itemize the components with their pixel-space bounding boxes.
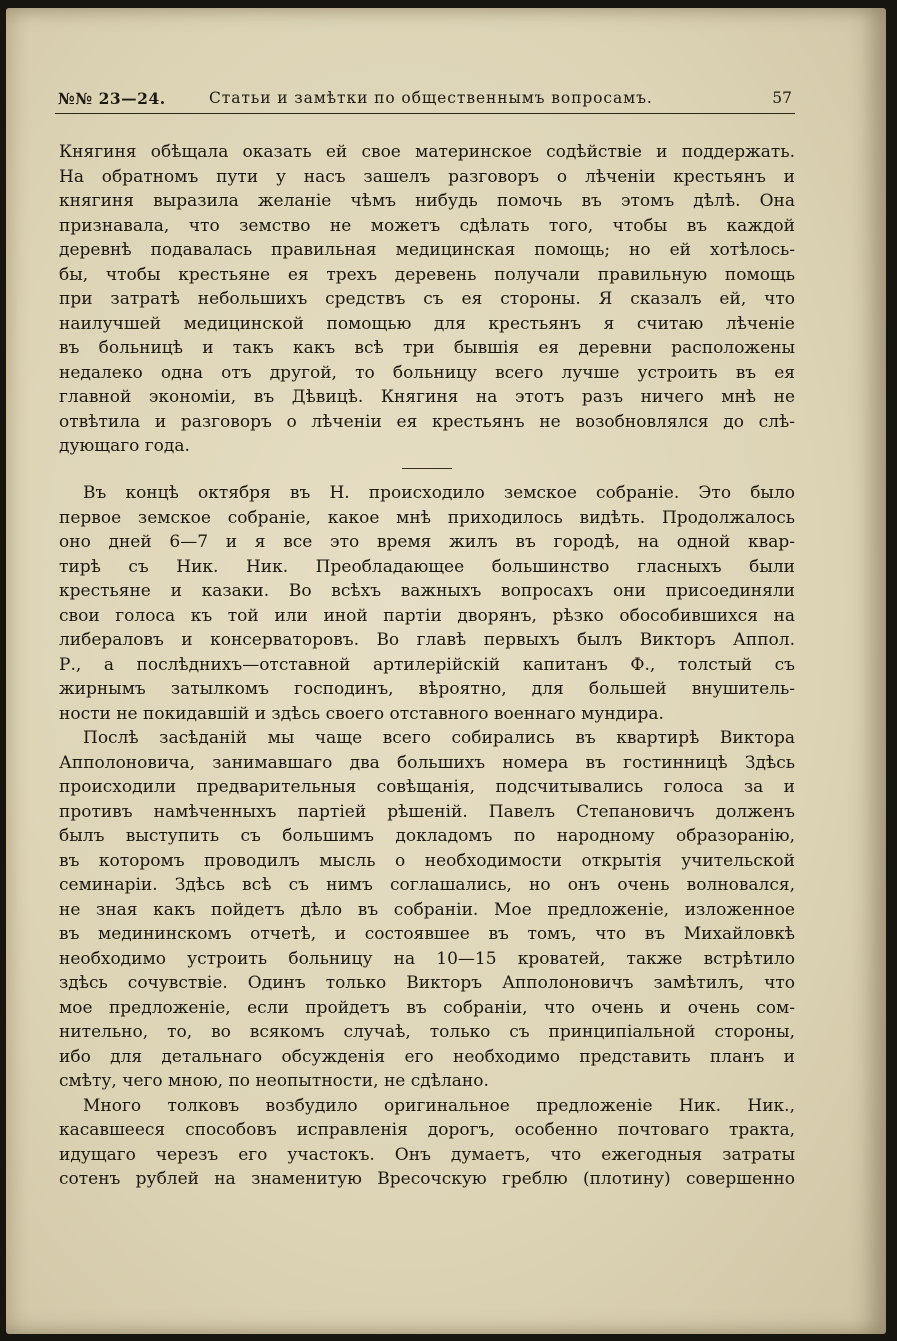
text-line: бы, чтобы крестьяне ея трехъ деревень получали правильную помощь (59, 264, 795, 285)
text-line: касавшееся способовъ исправленія дорогъ, особенно почтоваго тракта, (59, 1120, 795, 1140)
text-line: Княгиня обѣщала оказать ей свое материнское содѣйствіе и поддержать. (59, 142, 795, 162)
paragraph (59, 140, 795, 459)
paragraph (59, 481, 795, 726)
text-line: главной экономіи, въ Дѣвицѣ. Княгиня на этотъ разъ ничего мнѣ не (59, 387, 795, 407)
running-title: Статьи и замѣтки по общественнымъ вопросамъ. (209, 89, 653, 107)
text-line: въ медининскомъ отчетѣ, и состоявшее въ томъ, что въ Михайловкѣ (59, 924, 795, 944)
text-line: либераловъ и консерваторовъ. Во главѣ первыхъ былъ Викторъ Аппол. (59, 630, 795, 650)
text-block-upper (59, 140, 795, 459)
paragraph (59, 1094, 795, 1192)
text-line: крестьяне и казаки. Во всѣхъ важныхъ вопросахъ они присоединяли (59, 581, 795, 601)
text-line: былъ выступить съ большимъ докладомъ по народному образоранію, (59, 826, 795, 846)
text-line: сотенъ рублей на знаменитую Вресочскую греблю (плотину) совершенно (59, 1169, 795, 1189)
text-line: въ которомъ проводилъ мысль о необходимости открытія учительской (59, 850, 795, 871)
paragraph (59, 726, 795, 1094)
text-block-lower (59, 481, 795, 1192)
page-number: 57 (772, 89, 792, 107)
text-line: наилучшей медицинской помощью для крестьянъ я считаю лѣченіе (59, 313, 795, 334)
text-line: жирнымъ затылкомъ господинъ, вѣроятно, для большей внушитель- (59, 679, 795, 699)
text-line: противъ намѣченныхъ партіей рѣшеній. Павелъ Степановичъ долженъ (59, 801, 795, 822)
text-line: деревнѣ подавалась правильная медицинская помощь; но ей хотѣлось- (59, 240, 795, 260)
text-line: княгиня выразила желаніе чѣмъ нибудь помочь въ этомъ дѣлѣ. Она (59, 191, 795, 211)
text-line: первое земское собраніе, какое мнѣ приходилось видѣть. Продолжалось (59, 507, 795, 528)
text-line: На обратномъ пути у насъ зашелъ разговоръ о лѣченіи крестьянъ и (59, 166, 795, 187)
text-line: ибо для детальнаго обсужденія его необходимо представить планъ и (59, 1046, 795, 1067)
text-line: въ больницѣ и такъ какъ всѣ три бывшія ея деревни расположены (59, 338, 795, 358)
text-line: необходимо устроить больницу на 10—15 кроватей, также встрѣтило (59, 948, 795, 969)
text-line: отвѣтила и разговоръ о лѣченіи ея крестьянъ не возобновлялся до слѣ- (59, 411, 795, 432)
text-line: признавала, что земство не можетъ сдѣлать того, чтобы въ каждой (59, 215, 795, 236)
text-line: смѣту, чего мною, по неопытности, не сдѣлано. (59, 1071, 489, 1091)
text-line: здѣсь сочувствіе. Одинъ только Викторъ Апполоновичъ замѣтилъ, что (59, 973, 795, 993)
text-line: не зная какъ пойдетъ дѣло въ собраніи. Мое предложеніе, изложенное (59, 899, 795, 920)
text-line: Въ концѣ октября въ Н. происходило земское собраніе. Это было (83, 483, 795, 503)
issue-number: №№ 23—24. (58, 89, 166, 108)
text-line: недалеко одна отъ другой, то больницу всего лучше устроить въ ея (59, 362, 795, 383)
text-line: происходили предварительныя совѣщанія, подсчитывались голоса за и (59, 777, 795, 797)
text-line: Послѣ засѣданій мы чаще всего собирались въ квартирѣ Виктора (83, 728, 795, 748)
text-line: Много толковъ возбудило оригинальное предложеніе Ник. Ник., (83, 1095, 795, 1116)
text-line: идущаго черезъ его участокъ. Онъ думаетъ, что ежегодныя затраты (59, 1144, 795, 1165)
text-line: оно дней 6—7 и я все это время жилъ въ городѣ, на одной квар- (59, 532, 795, 552)
text-line: при затратѣ небольшихъ средствъ съ ея стороны. Я сказалъ ей, что (59, 289, 795, 309)
text-line: Р., а послѣднихъ—отставной артилерійскій капитанъ Ф., толстый съ (59, 654, 795, 675)
text-line: Апполоновича, занимавшаго два большихъ номера въ гостинницѣ Здѣсь (59, 752, 795, 773)
text-line: нительно, то, во всякомъ случаѣ, только съ принципіальной стороны, (59, 1022, 795, 1042)
text-line: дующаго года. (59, 436, 190, 456)
text-line: ности не покидавшій и здѣсь своего отставного военнаго мундира. (59, 703, 664, 724)
running-header (55, 87, 795, 114)
text-line: свои голоса къ той или иной партіи дворянъ, рѣзко обособившихся на (59, 605, 795, 626)
text-line: мое предложеніе, если пройдетъ въ собраніи, что очень и очень сом- (59, 997, 795, 1018)
text-line: семинаріи. Здѣсь всѣ съ нимъ соглашались, но онъ очень волновался, (59, 875, 795, 895)
text-line: тирѣ съ Ник. Ник. Преобладающее большинство гласныхъ были (59, 556, 795, 577)
section-divider (402, 468, 452, 469)
